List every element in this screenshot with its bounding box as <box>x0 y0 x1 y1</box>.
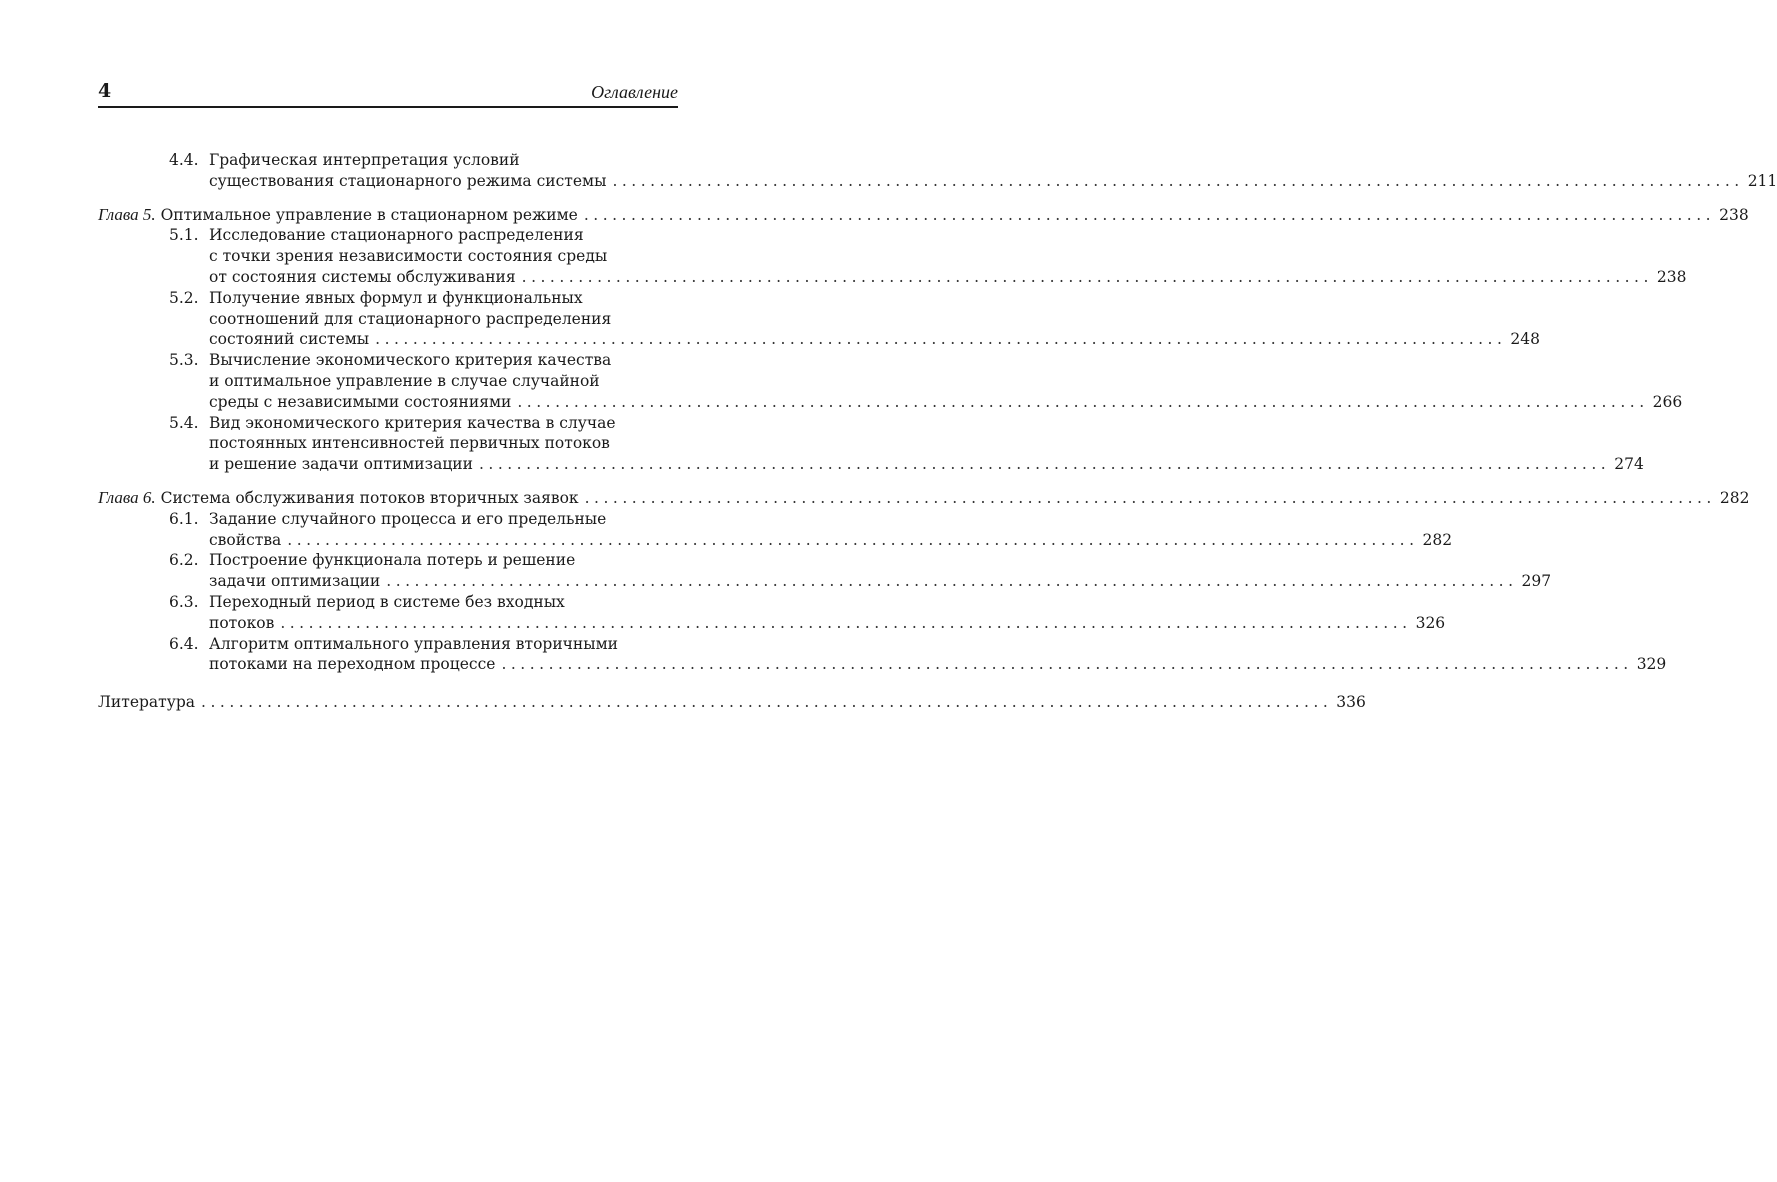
chapter-title: Оптимальное управление в стационарном режиме <box>160 205 578 224</box>
page-ref: 266 <box>1652 392 1683 411</box>
toc-entry-6-3[interactable] <box>169 592 1446 634</box>
chapter-title: Система обслуживания потоков вторичных заявок <box>160 488 579 507</box>
dot-leader: ........................................................................................................................ <box>584 488 1716 507</box>
page-ref: 282 <box>1422 530 1453 549</box>
entry-title-line: Получение явных формул и функциональных <box>209 288 583 307</box>
entry-title-line: от состояния системы обслуживания <box>209 267 516 286</box>
entry-title-line: Построение функционала потерь и решение <box>209 551 576 570</box>
entry-title-line: состояний системы <box>209 330 370 349</box>
toc-entry-6-4[interactable] <box>169 634 1667 676</box>
section-number: 6.3. <box>169 592 199 611</box>
entry-title-line: и решение задачи оптимизации <box>209 455 473 474</box>
page-ref: 238 <box>1719 205 1749 224</box>
entry-title-line: соотношений для стационарного распределения <box>209 309 612 328</box>
entry-title-line: постоянных интенсивностей первичных потоков <box>209 434 610 453</box>
dot-leader: ........................................................................................................................ <box>280 613 1412 632</box>
toc-chapter-6[interactable] <box>98 487 1750 509</box>
entry-title-line: задачи оптимизации <box>209 572 381 591</box>
section-number: 5.1. <box>169 226 199 245</box>
dot-leader: ........................................................................................................................ <box>386 572 1518 591</box>
toc-literature[interactable] <box>98 692 1366 713</box>
entry-title-line: с точки зрения независимости состояния среды <box>209 247 608 266</box>
entry-title-line: Переходный период в системе без входных <box>209 592 565 611</box>
section-number: 6.2. <box>169 551 199 570</box>
toc-entry-6-1[interactable] <box>169 509 1453 551</box>
entry-title-line: Вычисление экономического критерия качества <box>209 351 612 370</box>
page-ref: 329 <box>1636 655 1667 674</box>
table-of-contents <box>98 150 1777 713</box>
running-title: Оглавление <box>591 82 678 102</box>
section-number: 5.2. <box>169 288 199 307</box>
toc-entry-5-1[interactable] <box>169 225 1687 287</box>
dot-leader: ........................................................................................................................ <box>478 455 1611 474</box>
toc-entry-5-3[interactable] <box>169 350 1683 412</box>
toc-entry-4-4[interactable] <box>169 150 1777 192</box>
dot-leader: ........................................................................................................................ <box>583 205 1716 224</box>
dot-leader: ........................................................................................................................ <box>521 267 1653 286</box>
section-number: 4.4. <box>169 151 199 169</box>
entry-title-line: и оптимальное управление в случае случайной <box>209 371 600 390</box>
section-number: 5.3. <box>169 351 199 370</box>
dot-leader: ........................................................................................................................ <box>612 171 1744 190</box>
toc-entry-6-2[interactable] <box>169 550 1552 592</box>
page-number: 4 <box>98 80 112 102</box>
page-ref: 336 <box>1336 693 1366 712</box>
page-ref: 248 <box>1510 330 1540 349</box>
toc-chapter-5[interactable] <box>98 204 1749 226</box>
chapter-label: Глава 5. <box>98 204 156 224</box>
chapter-label: Глава 6. <box>98 487 156 507</box>
entry-title-line: существования стационарного режима системы <box>209 171 607 190</box>
entry-title-line: потоков <box>209 613 275 632</box>
section-number: 6.1. <box>169 509 199 528</box>
toc-entry-5-2[interactable] <box>169 288 1540 350</box>
page-ref: 238 <box>1656 267 1687 286</box>
entry-title-line: Алгоритм оптимального управления вторичными <box>209 634 618 653</box>
dot-leader: ........................................................................................................................ <box>501 655 1633 674</box>
dot-leader: ........................................................................................................................ <box>375 330 1507 349</box>
page-ref: 211 <box>1747 171 1777 190</box>
toc-entry-5-4[interactable] <box>169 413 1644 475</box>
page-ref: 297 <box>1521 572 1552 591</box>
page-ref: 326 <box>1415 613 1446 632</box>
dot-leader: ........................................................................................................................ <box>517 392 1649 411</box>
page-ref: 282 <box>1719 488 1750 507</box>
entry-title-line: среды с независимыми состояниями <box>209 392 512 411</box>
section-number: 5.4. <box>169 413 199 432</box>
running-header <box>98 82 678 108</box>
entry-title-line: Вид экономического критерия качества в случае <box>209 413 616 432</box>
entry-title-line: потоками на переходном процессе <box>209 655 496 674</box>
entry-title-line: свойства <box>209 530 282 549</box>
entry-title-line: Исследование стационарного распределения <box>209 226 584 245</box>
dot-leader: ........................................................................................................................ <box>287 530 1419 549</box>
dot-leader: ........................................................................................................................ <box>201 693 1333 712</box>
entry-title-line: Графическая интерпретация условий <box>209 151 520 169</box>
section-number: 6.4. <box>169 634 199 653</box>
page-ref: 274 <box>1614 455 1644 474</box>
entry-title-line: Задание случайного процесса и его предельные <box>209 509 607 528</box>
literature-title: Литература <box>98 693 196 712</box>
